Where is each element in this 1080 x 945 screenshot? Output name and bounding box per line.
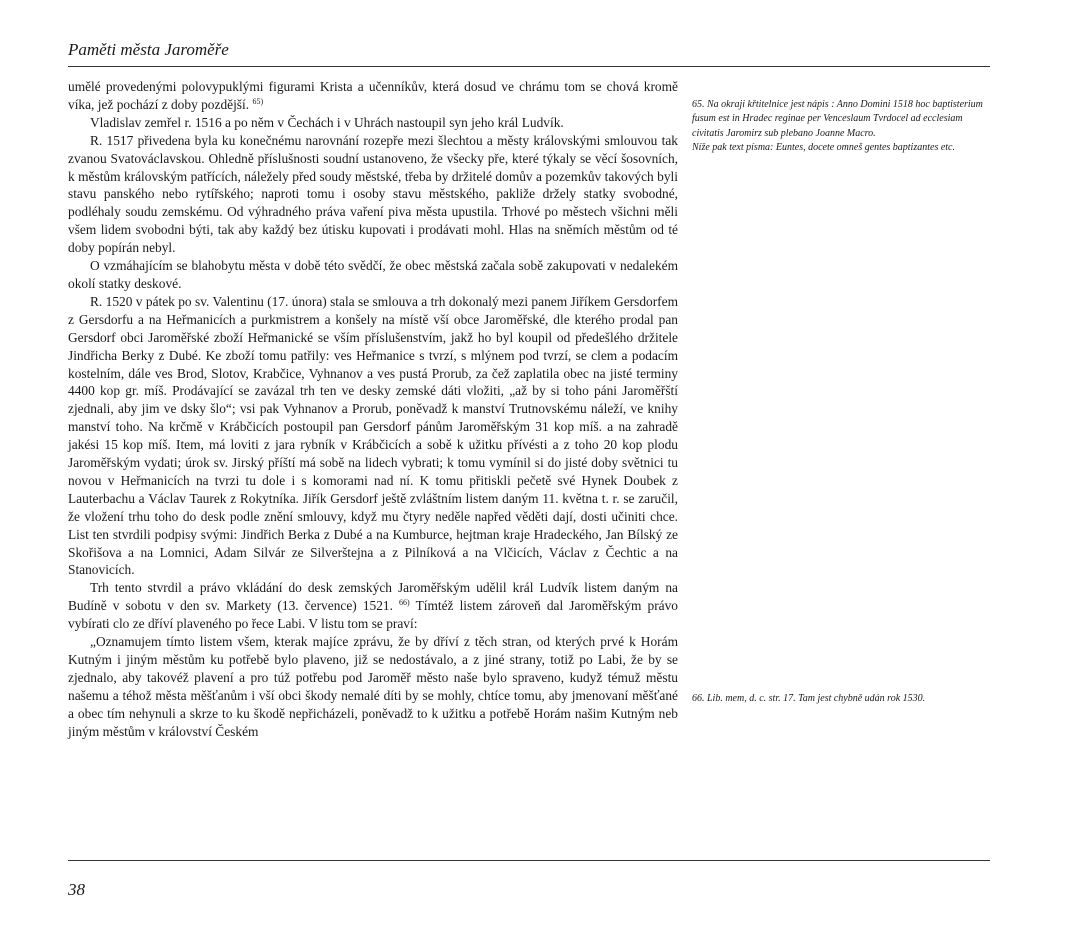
paragraph-1-text: umělé provedenými polovypuklými figurami Krista a učenníkův, která dosud ve chrámu tom se chová kromě víka, jež pochází z doby pozdější. bbox=[68, 79, 678, 112]
footnote-ref-66: 66) bbox=[399, 598, 410, 608]
sidenote-65-text-continued: Níže pak text písma: Euntes, docete omneš gentes baptizantes etc. bbox=[692, 142, 955, 154]
paragraph-7-quote: „Oznamujem tímto listem všem, kterak majíce zprávu, že by dříví z těch stran, od kterých prvé k Horám Kutným i jiným městům ku potřebě bylo plaveno, již se nedostávalo, a z jiné strany, totiž po Labi, že by se zjednalo, aby takovéž plavení a pro túž potřebu pod Jaroměř město naše bylo spraveno, kudyž témuž městu našemu a téhož města měšťanům i vší obci škody nemalé díti by se mohly, chtíce tomu, aby jmenovaní měšťané a obec tím nehynuli a skrze to ku škodě nepřicházeli, poněvadž to k užitku a potřebě Horám našim Kutným neb jiným městům v království Českém bbox=[68, 634, 678, 739]
main-text-column bbox=[68, 78, 678, 741]
sidenote-66 bbox=[692, 692, 992, 706]
sidenote-65 bbox=[692, 98, 992, 156]
paragraph-6-text-a: Trh tento stvrdil a právo vkládání do desk zemských Jaroměřským udělil král Ludvík listem daným na Budíně v sobotu v den sv. Markety (13. července) 1521. bbox=[68, 580, 678, 614]
footnote-ref-65: 65) bbox=[252, 96, 264, 106]
sidenote-66-text: 66. Lib. mem, d. c. str. 17. Tam jest chybně udán rok 1530. bbox=[692, 693, 926, 704]
paragraph-6 bbox=[68, 579, 678, 633]
paragraph-5: R. 1520 v pátek po sv. Valentinu (17. února) stala se smlouva a trh dokonalý mezi panem Jiříkem Gersdorfem z Gersdorfu a na Heřmanicích a purkmistrem a konšely na místě vší obce Jaroměřské, dle kterého prodal pan Gersdorf obci Jaroměřské zboží Heřmanické se vším příslušenstvím, jakž ho byl koupil od předešlého držitele Jindřicha Berky z Dubé. Ke zboží tomu patřily: ves Heřmanice s tvrzí, s mlýnem pod tvrzí, se clem a podacím kostelním, dále ves Brod, Slotov, Krabčice, Vyhnanov a ves pustá Prorub, za čež zaplatila obec na jisté terminy 4400 kop gr. míš. Prodávající se zavázal trh ten ve desky zemské dáti vložiti, „až by si toho páni Jaroměřští zjednali, aby jim ve dsky šlo“; vsi pak Vyhnanov a Prorub, poněvadž k manství Trutnovskému náleží, ve knihy manství toho. Na krčmě v Krábčicích postoupil pan Gersdorf pánům Jaroměřským 31 kop míš. a na zahradě jakési 15 kop míš. Item, má loviti z jara rybník v Krábčicích a sobě k užitku přívésti a z toho 20 kop plodu Jaroměřským vydati; úrok sv. Jirský příští má sobě na lidech vybrati; k tomu vymínil si do jisté doby světnici tu novou v Heřmanicích na tvrzi tu dole i s komorami nad ní. K tomu přitiskli pečetě své Hynek Doubek z Lauterbachu a Václav Taurek z Rokytníka. Jiřík Gersdorf ještě zvláštním listem daným 11. května t. r. se zaručil, že vložení trhu toho do desk podle znění smlouvy, když mu čtyry neděle napřed věděti dají, dosti učiniti chce. List ten stvrdili podpisy svými: Jindřich Berka z Dubé a na Kumburce, hejtman kraje Hradeckého, Jan Bílský ze Skořišova a na Lomnici, Adam Silvár ze Silverštejna a z Pilníková a na Vlčicích, Václav z Čechtic a na Stanovicích. bbox=[68, 293, 678, 578]
footer-rule bbox=[68, 860, 990, 861]
running-header-title: Paměti města Jaroměře bbox=[68, 40, 229, 59]
paragraph-3: R. 1517 přivedena byla ku konečnému narovnání rozepře mezi šlechtou a městy královskými smlouvou tak zvanou Svatováclavskou. Ohledně příslušnosti soudní ustanoveno, že všecky pře, které týkaly se věcí šosovních, k městům královským patřících, náležely před soudy městské, třeba by držitelé domův a pozemkův takových byli stavu panského nebo rytířského; naproti tomu i osoby stavu městského, pakliže držely statky svobodné, podléhaly soudu zemskému. Od výhradného práva vaření piva města upustila. Trhové po městech všichni měli všem lidem svobodni býti, tak aby každý bez útisku kupovati i prodávati mohl. Hlas na sněmích městům od té doby popírán nebyl. bbox=[68, 132, 678, 256]
paragraph-1 bbox=[68, 78, 678, 114]
paragraph-4: O vzmáhajícím se blahobytu města v době této svědčí, že obec městská začala sobě zakupovati v nedalekém okolí statky deskové. bbox=[68, 258, 678, 291]
paragraph-2: Vladislav zemřel r. 1516 a po něm v Čechách i v Uhrách nastoupil syn jeho král Ludvík. bbox=[90, 114, 564, 130]
page-number: 38 bbox=[68, 880, 85, 899]
paragraph-6-text-b: Tímtéž listem zároveň dal Jaroměřským právo vybírati clo ze dříví plaveného po řece Labi. V listu tom se praví: bbox=[68, 598, 678, 632]
sidenote-65-text: 65. Na okraji křtitelnice jest nápis : Anno Domini 1518 hoc baptisterium fusum est in Hradec reginae per Venceslaum Tvrdocel ad ecclesiam civitatis Jaromirz sub plebano Joanne Macro. bbox=[692, 99, 983, 139]
header-rule bbox=[68, 66, 990, 67]
